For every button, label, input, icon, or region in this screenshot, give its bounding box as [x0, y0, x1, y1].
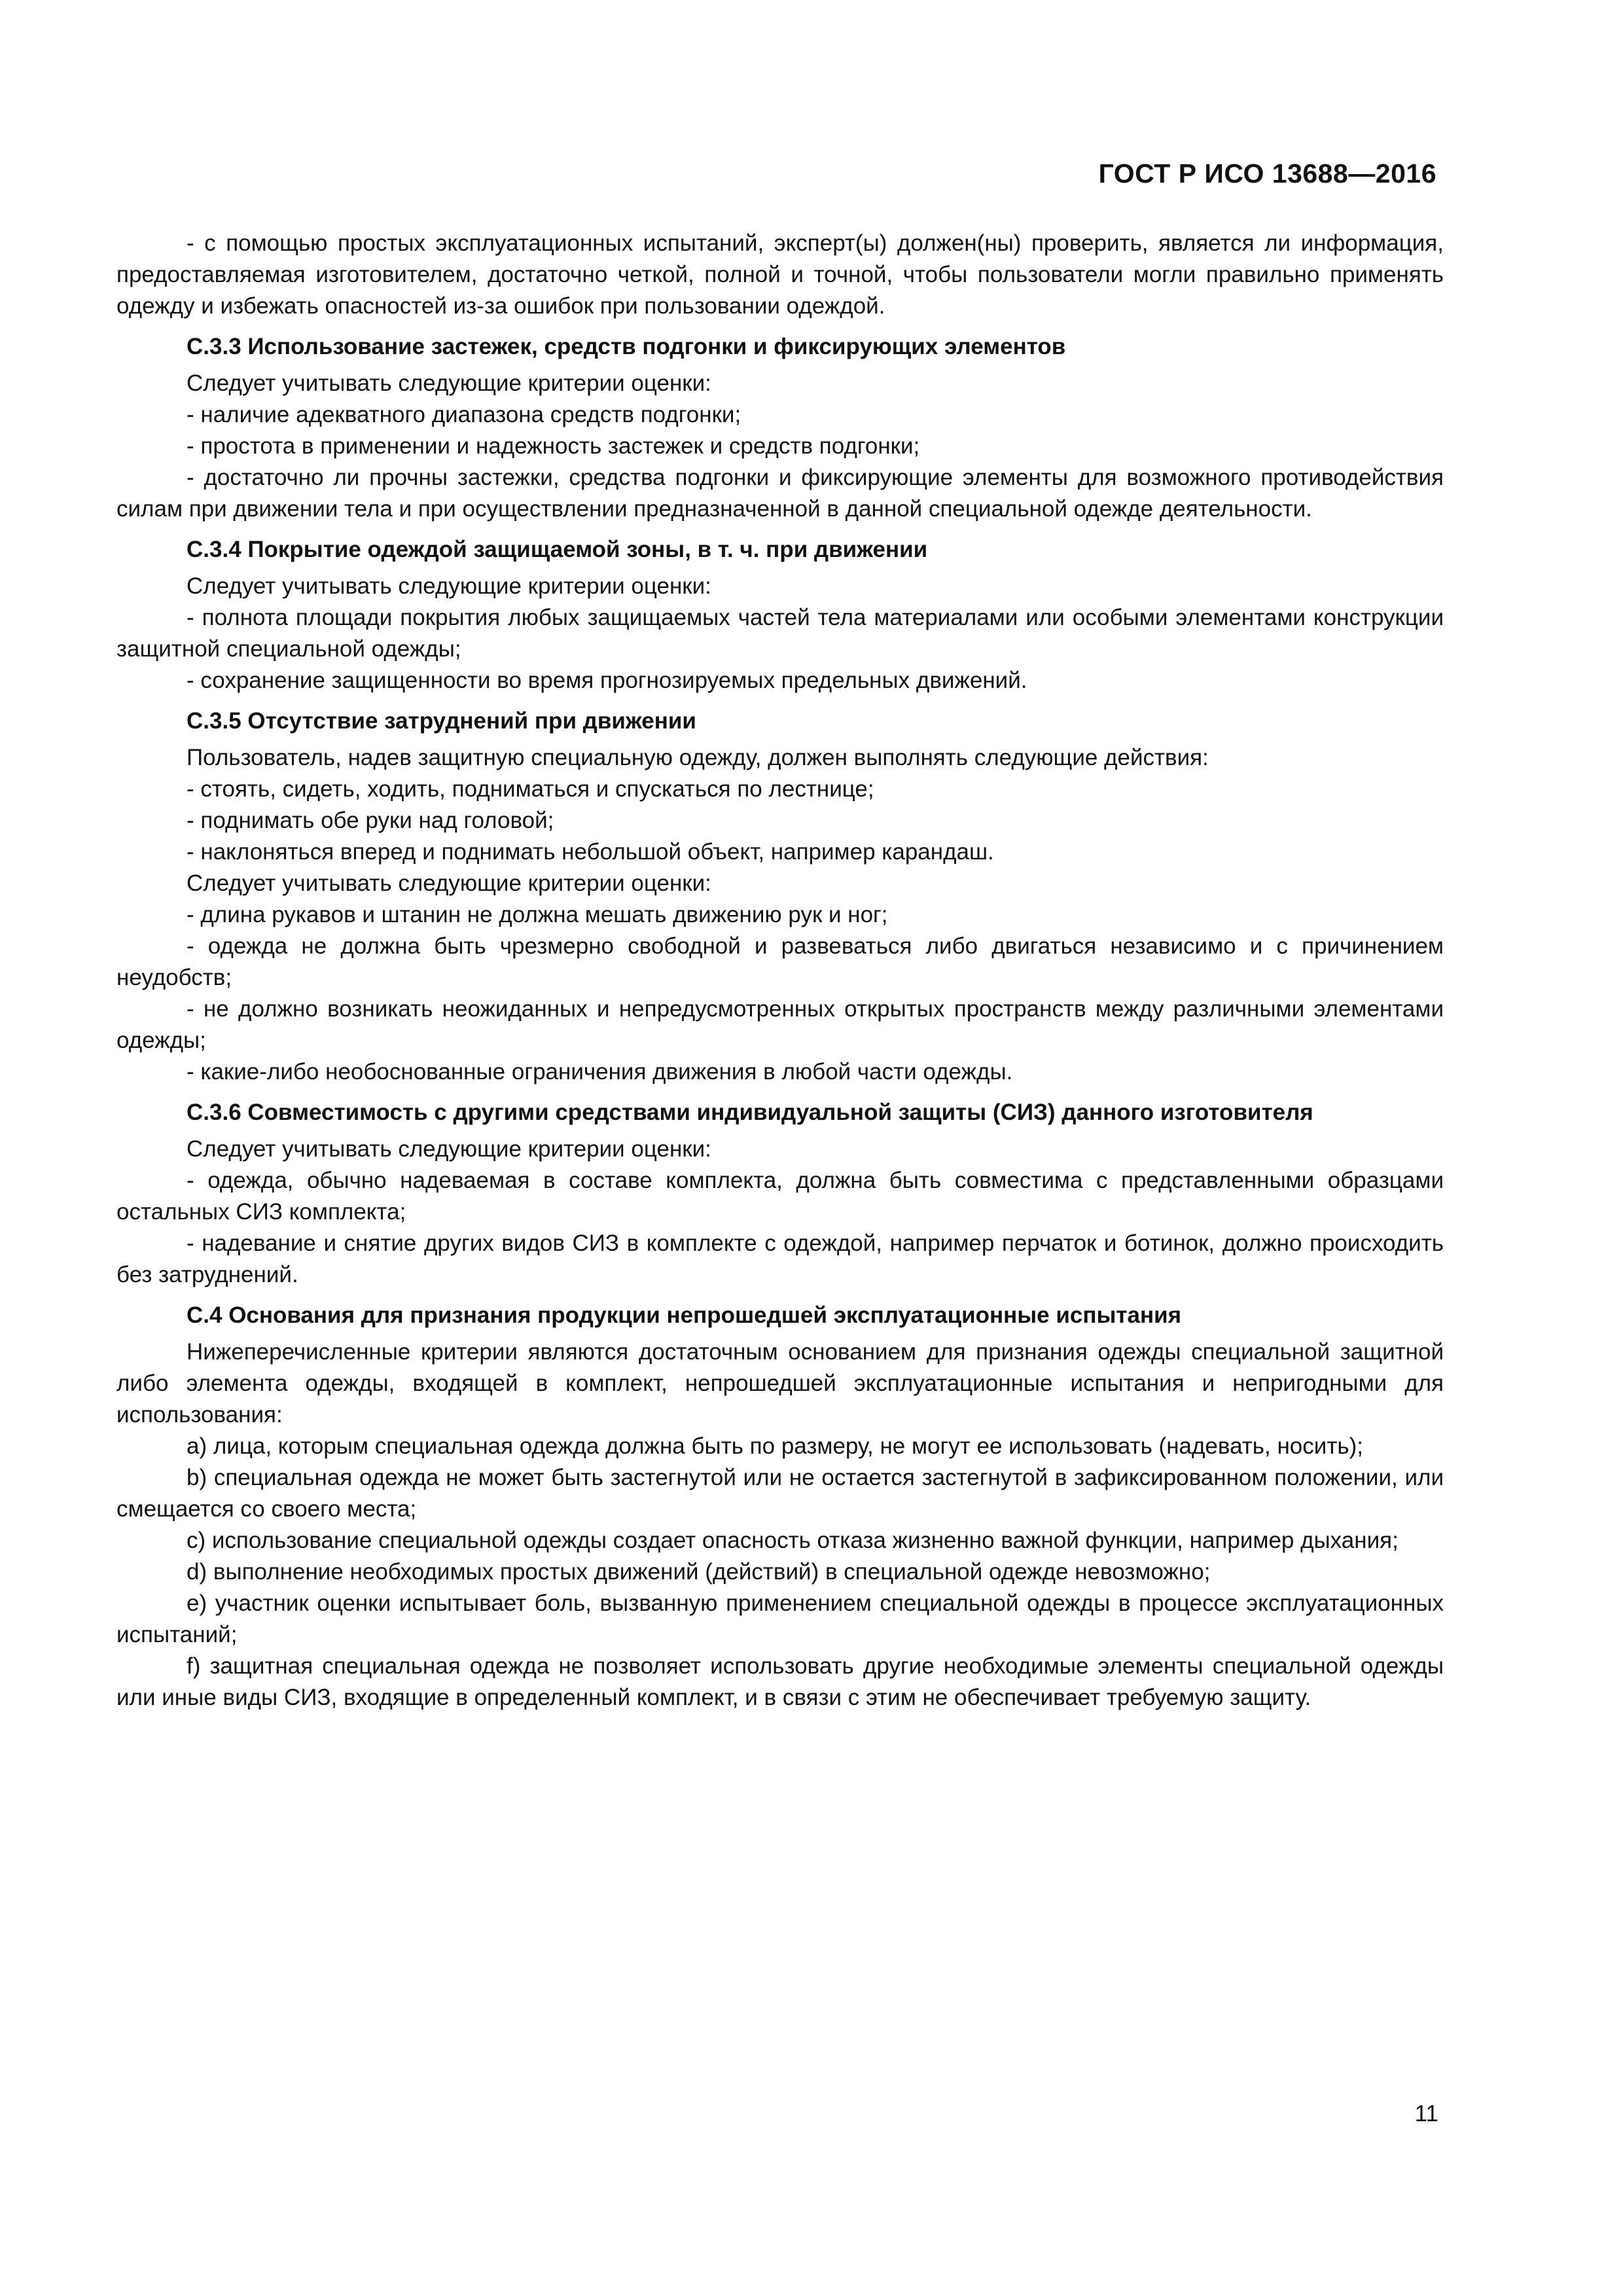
- list-item: - наличие адекватного диапазона средств подгонки;: [187, 402, 741, 427]
- list-item: - одежда не должна быть чрезмерно свободной и развеваться либо двигаться независимо и с причинением неудобств;: [116, 933, 1444, 990]
- document-code-header: ГОСТ Р ИСО 13688—2016: [1098, 158, 1436, 188]
- list-item: - достаточно ли прочны застежки, средства подгонки и фиксирующие элементы для возможного противодействия силам при движении тела и при осуществлении предназначенной в данной специальной одежде деятельности.: [116, 465, 1444, 522]
- paragraph: Следует учитывать следующие критерии оценки:: [187, 573, 711, 599]
- list-item: - полнота площади покрытия любых защищаемых частей тела материалами или особыми элементами конструкции защитной специальной одежды;: [116, 605, 1444, 662]
- list-item: - надевание и снятие других видов СИЗ в комплекте с одеждой, например перчаток и ботинок, должно происходить без затруднений.: [116, 1230, 1444, 1287]
- list-item: - наклоняться вперед и поднимать небольшой объект, например карандаш.: [187, 839, 994, 865]
- paragraph: Пользователь, надев защитную специальную одежду, должен выполнять следующие действия:: [187, 745, 1209, 770]
- list-item: - не должно возникать неожиданных и непредусмотренных открытых пространств между различными элементами одежды;: [116, 996, 1444, 1053]
- document-body: [116, 228, 1444, 1713]
- list-item: - поднимать обе руки над головой;: [187, 808, 554, 833]
- paragraph: Нижеперечисленные критерии являются достаточным основанием для признания одежды специальной защитной либо элемента одежды, входящей в комплект, непрошедшей эксплуатационные испытания и непригодными для использования:: [116, 1339, 1444, 1427]
- section-heading-c-4: С.4 Основания для признания продукции непрошедшей эксплуатационные испытания: [187, 1302, 1182, 1328]
- criteria-item-f: f) защитная специальная одежда не позволяет использовать другие необходимые элементы специальной одежды или иные виды СИЗ, входящие в определенный комплект, и в связи с этим не обеспечивает требуемую защиту.: [116, 1653, 1444, 1710]
- list-item: - длина рукавов и штанин не должна мешать движению рук и ног;: [187, 902, 888, 927]
- criteria-item-d: d) выполнение необходимых простых движений (действий) в специальной одежде невозможно;: [187, 1559, 1211, 1585]
- criteria-item-a: a) лица, которым специальная одежда должна быть по размеру, не могут ее использовать (надевать, носить);: [187, 1433, 1363, 1459]
- section-heading-c-3-3: С.3.3 Использование застежек, средств подгонки и фиксирующих элементов: [187, 334, 1066, 359]
- section-heading-c-3-5: С.3.5 Отсутствие затруднений при движении: [187, 708, 696, 734]
- paragraph: Следует учитывать следующие критерии оценки:: [187, 1136, 711, 1162]
- list-item: - одежда, обычно надеваемая в составе комплекта, должна быть совместима с представленными образцами остальных СИЗ комплекта;: [116, 1168, 1444, 1225]
- section-heading-c-3-6: С.3.6 Совместимость с другими средствами индивидуальной защиты (СИЗ) данного изготовителя: [187, 1100, 1313, 1125]
- criteria-item-c: c) использование специальной одежды создает опасность отказа жизненно важной функции, например дыхания;: [187, 1528, 1399, 1553]
- paragraph: Следует учитывать следующие критерии оценки:: [187, 370, 711, 396]
- page-number: 11: [1414, 2101, 1438, 2126]
- list-item: - какие-либо необоснованные ограничения движения в любой части одежды.: [187, 1059, 1013, 1085]
- paragraph: - с помощью простых эксплуатационных испытаний, эксперт(ы) должен(ны) проверить, является ли информация, предоставляемая изготовителем, достаточно четкой, полной и точной, чтобы пользователи могли правильно применять одежду и избежать опасностей из-за ошибок при пользовании одеждой.: [116, 230, 1444, 319]
- paragraph: Следует учитывать следующие критерии оценки:: [187, 870, 711, 896]
- list-item: - сохранение защищенности во время прогнозируемых предельных движений.: [187, 668, 1027, 693]
- list-item: - стоять, сидеть, ходить, подниматься и спускаться по лестнице;: [187, 776, 874, 802]
- list-item: - простота в применении и надежность застежек и средств подгонки;: [187, 433, 920, 459]
- section-heading-c-3-4: С.3.4 Покрытие одеждой защищаемой зоны, в т. ч. при движении: [187, 537, 928, 562]
- criteria-item-b: b) специальная одежда не может быть застегнутой или не остается застегнутой в зафиксированном положении, или смещается со своего места;: [116, 1465, 1444, 1522]
- criteria-item-e: e) участник оценки испытывает боль, вызванную применением специальной одежды в процессе эксплуатационных испытаний;: [116, 1590, 1444, 1647]
